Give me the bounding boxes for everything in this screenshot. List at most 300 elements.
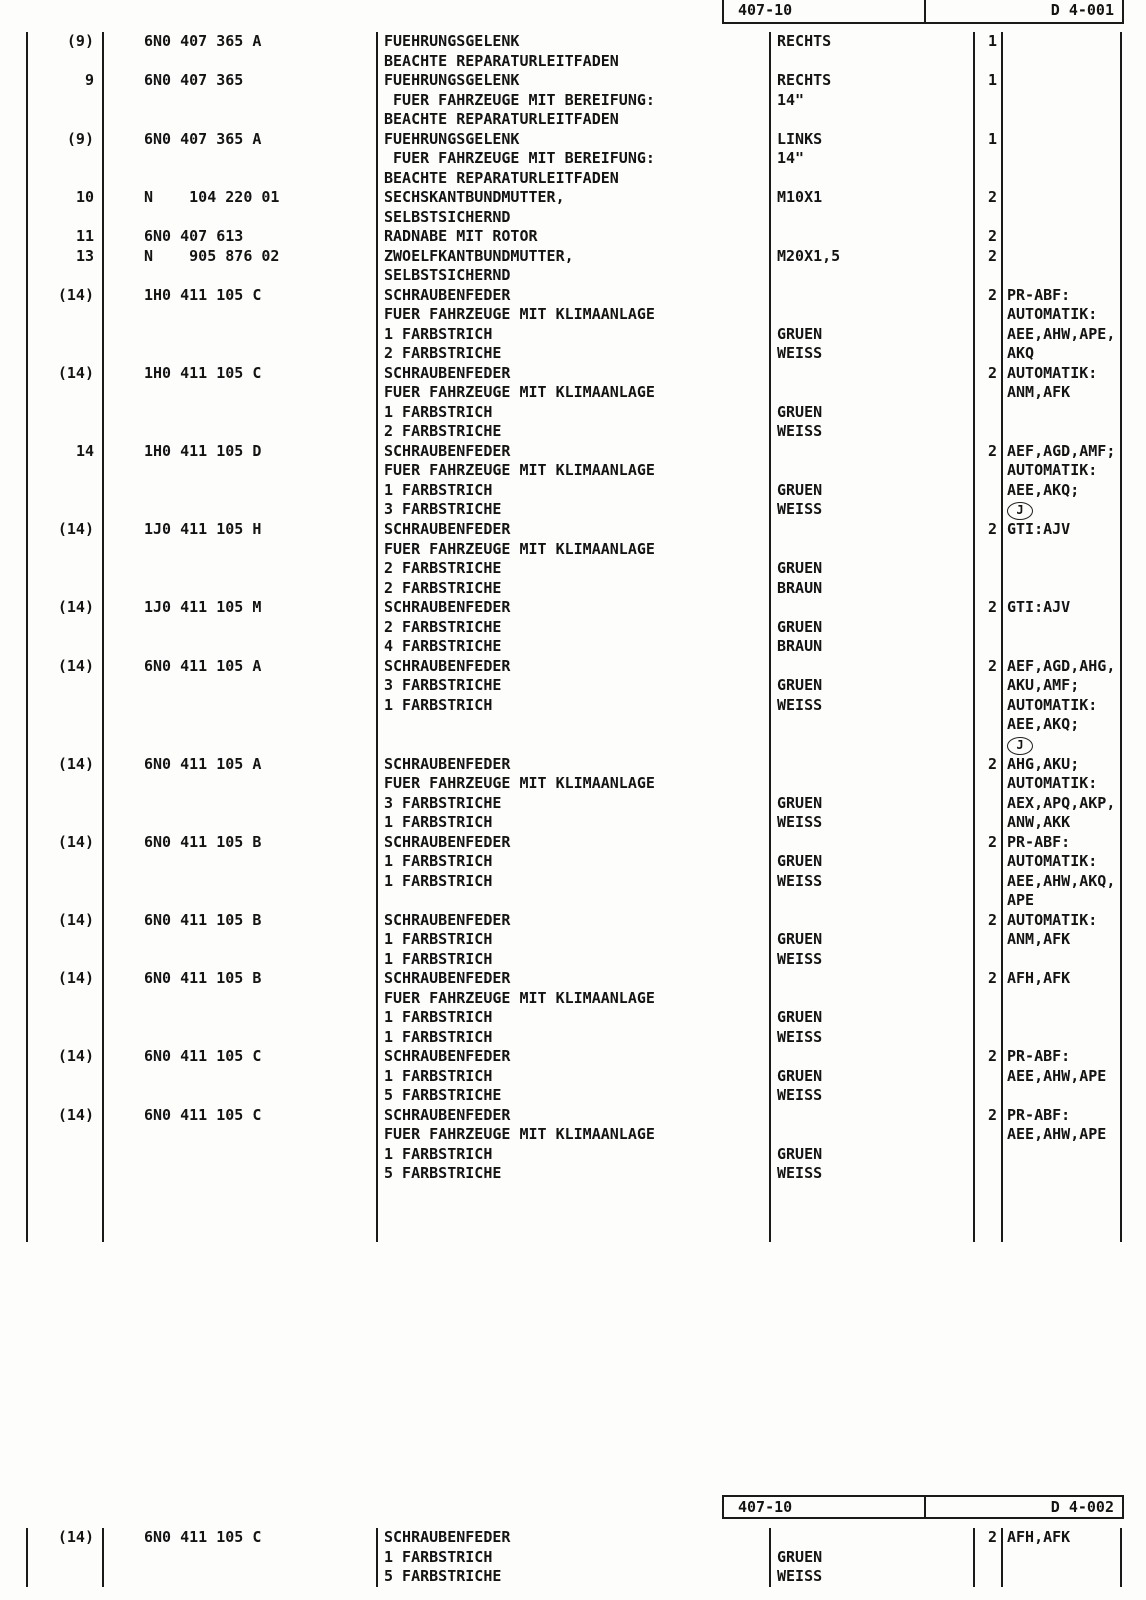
specification-cell: LINKS (770, 130, 974, 150)
row-edge (1121, 266, 1146, 286)
blank-cell (770, 1223, 974, 1243)
description-cell: 1 FARBSTRICH (377, 1067, 770, 1087)
position-cell (27, 540, 103, 560)
row-edge (1121, 52, 1146, 72)
specification-cell (770, 520, 974, 540)
description-cell: BEACHTE REPARATURLEITFADEN (377, 110, 770, 130)
quantity-cell (974, 715, 1002, 735)
table-row (0, 1528, 1146, 1548)
description-cell: SCHRAUBENFEDER (377, 286, 770, 306)
row-edge (1121, 598, 1146, 618)
remarks-cell: GTI:AJV (1007, 598, 1071, 616)
row-edge (1121, 1086, 1146, 1106)
part-number-cell (103, 1028, 377, 1048)
part-number-cell (103, 1164, 377, 1184)
quantity-cell (974, 403, 1002, 423)
part-number-cell: 1H0 411 105 C (103, 286, 377, 306)
table-row (0, 969, 1146, 989)
position-cell (27, 1125, 103, 1145)
row-margin (0, 71, 27, 91)
part-number-cell (103, 1548, 377, 1568)
quantity-cell: 2 (974, 833, 1002, 853)
row-margin (0, 110, 27, 130)
row-margin (0, 540, 27, 560)
quantity-cell: 2 (974, 598, 1002, 618)
part-number-cell (103, 1008, 377, 1028)
row-margin (0, 872, 27, 892)
row-margin (0, 208, 27, 228)
table-row (0, 344, 1146, 364)
position-cell (27, 305, 103, 325)
specification-cell (770, 383, 974, 403)
row-margin (0, 755, 27, 775)
quantity-cell (974, 891, 1002, 911)
footnote-j-icon: J (1007, 737, 1033, 755)
description-cell: BEACHTE REPARATURLEITFADEN (377, 169, 770, 189)
quantity-cell (974, 461, 1002, 481)
row-edge (1121, 208, 1146, 228)
part-number-cell (103, 461, 377, 481)
part-number-cell: 6N0 407 613 (103, 227, 377, 247)
specification-cell (770, 461, 974, 481)
description-cell: SCHRAUBENFEDER (377, 364, 770, 384)
position-cell (27, 676, 103, 696)
table-row (0, 696, 1146, 716)
quantity-cell (974, 540, 1002, 560)
row-edge (1121, 969, 1146, 989)
blank-cell (0, 1184, 27, 1204)
specification-cell (770, 227, 974, 247)
table-row (0, 91, 1146, 111)
table-row (0, 794, 1146, 814)
part-number-cell (103, 989, 377, 1009)
row-edge (1121, 637, 1146, 657)
quantity-cell: 1 (974, 71, 1002, 91)
part-number-cell (103, 872, 377, 892)
specification-cell: GRUEN (770, 403, 974, 423)
position-cell: 14 (27, 442, 103, 462)
row-margin (0, 1548, 27, 1568)
remarks-cell (1002, 500, 1121, 520)
remarks-cell (1002, 227, 1121, 247)
position-cell (27, 930, 103, 950)
specification-cell: RECHTS (770, 32, 974, 52)
specification-cell (770, 911, 974, 931)
row-edge (1121, 110, 1146, 130)
blank-cell (0, 1203, 27, 1223)
quantity-cell (974, 794, 1002, 814)
row-margin (0, 1567, 27, 1587)
row-edge (1121, 149, 1146, 169)
remarks-cell: PR-ABF: (1007, 285, 1071, 304)
quantity-cell: 1 (974, 32, 1002, 52)
description-cell: 1 FARBSTRICH (377, 403, 770, 423)
position-cell (27, 813, 103, 833)
row-margin (0, 247, 27, 267)
row-margin (0, 422, 27, 442)
table-row (0, 579, 1146, 599)
position-cell: 11 (27, 227, 103, 247)
table-row (0, 1145, 1146, 1165)
remarks-cell: ANM,AFK (1007, 383, 1071, 401)
part-number-cell (103, 1125, 377, 1145)
description-cell: SCHRAUBENFEDER (377, 911, 770, 931)
remarks-cell: AFH,AFK (1007, 1528, 1071, 1546)
row-margin (0, 266, 27, 286)
section-number: 407-10 (738, 1, 793, 19)
description-cell: SECHSKANTBUNDMUTTER, (377, 188, 770, 208)
blank-cell (27, 1203, 103, 1223)
row-edge (1121, 1125, 1146, 1145)
row-edge (1121, 872, 1146, 892)
row-margin (0, 794, 27, 814)
position-cell (27, 774, 103, 794)
remarks-cell: AUTOMATIK: (1007, 774, 1098, 792)
part-number-cell: 6N0 411 105 B (103, 833, 377, 853)
table-row (0, 1008, 1146, 1028)
table-row (0, 52, 1146, 72)
part-number-cell (103, 149, 377, 169)
specification-cell (770, 735, 974, 755)
specification-cell: WEISS (770, 696, 974, 716)
quantity-cell (974, 208, 1002, 228)
row-edge (1121, 930, 1146, 950)
table-row (0, 598, 1146, 618)
position-cell (27, 1164, 103, 1184)
description-cell: 5 FARBSTRICHE (377, 1567, 770, 1587)
row-edge (1121, 32, 1146, 52)
table-row (0, 657, 1146, 677)
description-cell: ZWOELFKANTBUNDMUTTER, (377, 247, 770, 267)
description-cell: 1 FARBSTRICH (377, 872, 770, 892)
table-row (0, 1164, 1146, 1184)
part-number-cell (103, 1067, 377, 1087)
row-edge (1121, 696, 1146, 716)
table-row (0, 500, 1146, 520)
description-cell: 1 FARBSTRICH (377, 813, 770, 833)
row-edge (1121, 227, 1146, 247)
row-edge (1121, 520, 1146, 540)
part-number-cell (103, 715, 377, 735)
description-cell: 1 FARBSTRICH (377, 930, 770, 950)
table-row (0, 325, 1146, 345)
remarks-cell: ANM,AFK (1007, 930, 1071, 948)
description-cell: SELBSTSICHERND (377, 208, 770, 228)
row-margin (0, 715, 27, 735)
position-cell (27, 637, 103, 657)
row-edge (1121, 247, 1146, 267)
specification-cell (770, 1106, 974, 1126)
row-margin (0, 813, 27, 833)
part-number-cell: 1H0 411 105 C (103, 364, 377, 384)
position-cell (27, 149, 103, 169)
part-number-cell: N 104 220 01 (103, 188, 377, 208)
quantity-cell: 2 (974, 442, 1002, 462)
row-margin (0, 52, 27, 72)
position-cell (27, 403, 103, 423)
quantity-cell: 2 (974, 286, 1002, 306)
table-row (0, 266, 1146, 286)
part-number-cell (103, 383, 377, 403)
position-cell: (14) (27, 833, 103, 853)
row-margin (0, 1125, 27, 1145)
specification-cell (770, 989, 974, 1009)
row-margin (0, 188, 27, 208)
blank-cell (770, 1184, 974, 1204)
remarks-cell: APE (1007, 891, 1035, 909)
row-margin (0, 735, 27, 755)
position-cell (27, 696, 103, 716)
quantity-cell (974, 559, 1002, 579)
position-cell (27, 422, 103, 442)
remarks-cell: AEX,APQ,AKP, (1007, 793, 1116, 812)
position-cell: (9) (27, 130, 103, 150)
table-row (0, 110, 1146, 130)
description-cell: 5 FARBSTRICHE (377, 1164, 770, 1184)
blank-cell (27, 1184, 103, 1204)
row-edge (1121, 71, 1146, 91)
remarks-cell (1002, 32, 1121, 52)
description-cell: 2 FARBSTRICHE (377, 422, 770, 442)
description-cell: SELBSTSICHERND (377, 266, 770, 286)
table-row (0, 989, 1146, 1009)
row-edge (1121, 735, 1146, 755)
quantity-cell (974, 872, 1002, 892)
quantity-cell (974, 774, 1002, 794)
row-margin (0, 559, 27, 579)
remarks-cell (1002, 1164, 1121, 1184)
position-cell (27, 1067, 103, 1087)
row-margin (0, 637, 27, 657)
quantity-cell: 1 (974, 130, 1002, 150)
part-number-cell: 1J0 411 105 H (103, 520, 377, 540)
position-cell: (14) (27, 286, 103, 306)
row-edge (1121, 188, 1146, 208)
remarks-cell (1002, 188, 1121, 208)
row-margin (0, 1528, 27, 1548)
blank-row (0, 1184, 1146, 1204)
row-edge (1121, 950, 1146, 970)
blank-cell (27, 1223, 103, 1243)
row-margin (0, 442, 27, 462)
table-row (0, 637, 1146, 657)
position-cell: 10 (27, 188, 103, 208)
quantity-cell (974, 1008, 1002, 1028)
section-number: 407-10 (738, 1498, 793, 1516)
specification-cell: GRUEN (770, 794, 974, 814)
table-row (0, 1086, 1146, 1106)
part-number-cell: 6N0 407 365 (103, 71, 377, 91)
row-margin (0, 1047, 27, 1067)
part-number-cell: 6N0 407 365 A (103, 32, 377, 52)
part-number-cell: 1H0 411 105 D (103, 442, 377, 462)
blank-cell (377, 1223, 770, 1243)
specification-cell: GRUEN (770, 676, 974, 696)
remarks-cell: AEF,AGD,AHG, (1007, 656, 1116, 675)
quantity-cell: 2 (974, 657, 1002, 677)
part-number-cell: 6N0 411 105 C (103, 1106, 377, 1126)
quantity-cell (974, 852, 1002, 872)
position-cell (27, 1548, 103, 1568)
specification-cell: GRUEN (770, 930, 974, 950)
row-margin (0, 676, 27, 696)
quantity-cell: 2 (974, 969, 1002, 989)
description-cell: 5 FARBSTRICHE (377, 1086, 770, 1106)
quantity-cell (974, 637, 1002, 657)
row-edge (1121, 481, 1146, 501)
quantity-cell (974, 169, 1002, 189)
remarks-cell: AEE,AHW,APE (1007, 1125, 1107, 1143)
row-edge (1121, 169, 1146, 189)
part-number-cell: 6N0 411 105 C (103, 1528, 377, 1548)
table-row (0, 422, 1146, 442)
parts-table-page-1 (0, 32, 1146, 1242)
table-row (0, 461, 1146, 481)
remarks-cell (1002, 989, 1121, 1009)
table-row (0, 481, 1146, 501)
remarks-cell (1002, 403, 1121, 423)
remarks-cell: AEF,AGD,AMF; (1007, 441, 1116, 460)
quantity-cell (974, 989, 1002, 1009)
part-number-cell (103, 403, 377, 423)
row-edge (1121, 500, 1146, 520)
row-edge (1121, 1164, 1146, 1184)
part-number-cell (103, 794, 377, 814)
specification-cell: WEISS (770, 422, 974, 442)
table-row (0, 676, 1146, 696)
part-number-cell (103, 422, 377, 442)
specification-cell: GRUEN (770, 852, 974, 872)
remarks-cell: AUTOMATIK: (1007, 910, 1098, 929)
page-number: D 4-001 (1050, 1, 1114, 19)
table-row (0, 1047, 1146, 1067)
quantity-cell (974, 1164, 1002, 1184)
description-cell: SCHRAUBENFEDER (377, 1528, 770, 1548)
position-cell: (9) (27, 32, 103, 52)
quantity-cell (974, 696, 1002, 716)
remarks-cell (1002, 422, 1121, 442)
row-margin (0, 852, 27, 872)
remarks-cell (1002, 637, 1121, 657)
position-cell (27, 344, 103, 364)
row-edge (1121, 989, 1146, 1009)
row-edge (1121, 364, 1146, 384)
table-row (0, 911, 1146, 931)
quantity-cell (974, 813, 1002, 833)
description-cell: FUER FAHRZEUGE MIT KLIMAANLAGE (377, 540, 770, 560)
table-row (0, 149, 1146, 169)
quantity-cell (974, 1145, 1002, 1165)
description-cell: FUER FAHRZEUGE MIT BEREIFUNG: (377, 91, 770, 111)
position-cell (27, 266, 103, 286)
quantity-cell (974, 1567, 1002, 1587)
row-margin (0, 1086, 27, 1106)
row-edge (1121, 852, 1146, 872)
row-margin (0, 657, 27, 677)
description-cell (377, 715, 770, 735)
table-row (0, 169, 1146, 189)
description-cell: SCHRAUBENFEDER (377, 1106, 770, 1126)
quantity-cell (974, 149, 1002, 169)
part-number-cell (103, 696, 377, 716)
row-margin (0, 911, 27, 931)
quantity-cell (974, 383, 1002, 403)
row-edge (1121, 1047, 1146, 1067)
table-row (0, 227, 1146, 247)
specification-cell: RECHTS (770, 71, 974, 91)
part-number-cell (103, 813, 377, 833)
quantity-cell (974, 325, 1002, 345)
specification-cell (770, 364, 974, 384)
row-edge (1121, 540, 1146, 560)
row-margin (0, 598, 27, 618)
blank-cell (974, 1203, 1002, 1223)
table-row (0, 1028, 1146, 1048)
blank-cell (770, 1203, 974, 1223)
position-cell (27, 1145, 103, 1165)
part-number-cell (103, 930, 377, 950)
row-margin (0, 481, 27, 501)
row-edge (1121, 1548, 1146, 1568)
specification-cell: GRUEN (770, 1548, 974, 1568)
quantity-cell: 2 (974, 247, 1002, 267)
specification-cell: WEISS (770, 1164, 974, 1184)
description-cell: SCHRAUBENFEDER (377, 520, 770, 540)
table-row (0, 559, 1146, 579)
part-number-cell (103, 1567, 377, 1587)
row-margin (0, 579, 27, 599)
blank-cell (103, 1223, 377, 1243)
part-number-cell (103, 169, 377, 189)
quantity-cell (974, 950, 1002, 970)
specification-cell (770, 1125, 974, 1145)
row-edge (1121, 911, 1146, 931)
part-number-cell (103, 950, 377, 970)
quantity-cell: 2 (974, 911, 1002, 931)
quantity-cell: 2 (974, 1528, 1002, 1548)
table-row (0, 130, 1146, 150)
position-cell: (14) (27, 911, 103, 931)
remarks-cell: PR-ABF: (1007, 832, 1071, 851)
table-row (0, 813, 1146, 833)
row-margin (0, 1028, 27, 1048)
specification-cell: M10X1 (770, 188, 974, 208)
blank-cell (1002, 1184, 1121, 1204)
table-row (0, 188, 1146, 208)
remarks-cell (1002, 1145, 1121, 1165)
specification-cell (770, 442, 974, 462)
description-cell: SCHRAUBENFEDER (377, 833, 770, 853)
position-cell: (14) (27, 657, 103, 677)
row-margin (0, 1164, 27, 1184)
quantity-cell: 2 (974, 520, 1002, 540)
position-cell (27, 169, 103, 189)
blank-cell (1121, 1223, 1146, 1243)
description-cell: 2 FARBSTRICHE (377, 579, 770, 599)
quantity-cell (974, 500, 1002, 520)
position-cell (27, 872, 103, 892)
specification-cell: WEISS (770, 872, 974, 892)
specification-cell: GRUEN (770, 559, 974, 579)
description-cell: 1 FARBSTRICH (377, 852, 770, 872)
description-cell: BEACHTE REPARATURLEITFADEN (377, 52, 770, 72)
blank-cell (0, 1223, 27, 1243)
part-number-cell (103, 208, 377, 228)
table-row (0, 618, 1146, 638)
table-row (0, 1125, 1146, 1145)
part-number-cell: N 905 876 02 (103, 247, 377, 267)
table-row (0, 1567, 1146, 1587)
